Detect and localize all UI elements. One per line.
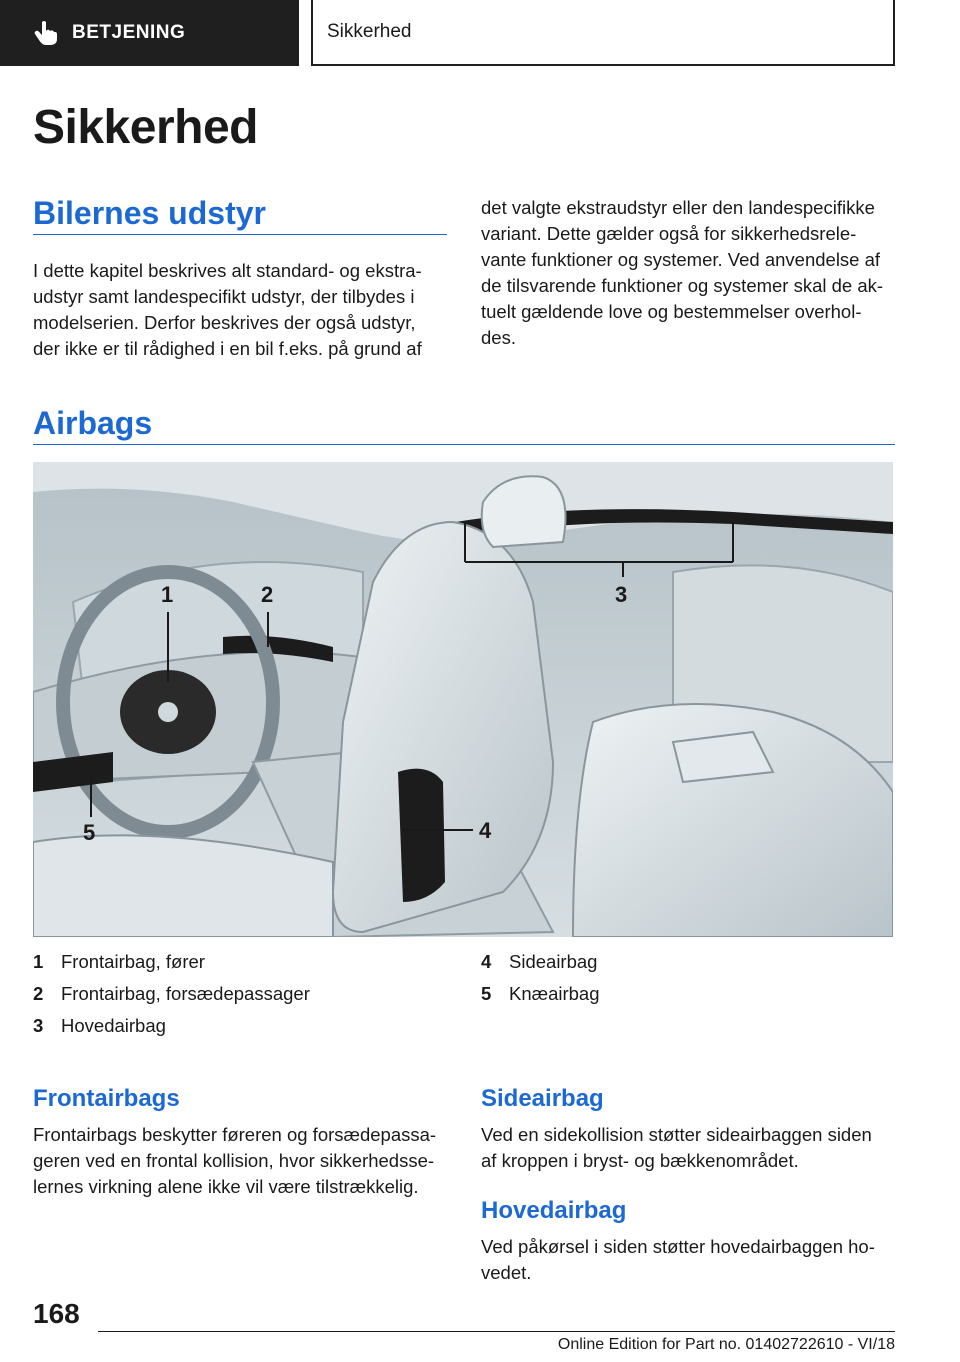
text-line: variant. Dette gælder også for sikkerhedsrele- xyxy=(481,223,857,244)
legend-text: Knæairbag xyxy=(509,983,600,1004)
legend-number: 2 xyxy=(33,983,44,1004)
footer-text: Online Edition for Part no. 01402722610 - VI/18 xyxy=(557,1336,895,1353)
footer-rule xyxy=(98,1331,895,1332)
callout-5: 5 xyxy=(83,820,96,845)
text-line: Ved en sidekollision støtter sideairbaggen siden xyxy=(481,1124,872,1145)
airbags-rule xyxy=(33,444,895,445)
airbags-heading: Airbags xyxy=(33,405,153,441)
text-line: geren ved en frontal kollision, hvor sikkerhedsse- xyxy=(33,1150,435,1171)
legend-number: 4 xyxy=(481,951,492,972)
equipment-text-right xyxy=(481,195,895,351)
page-title: Sikkerhed xyxy=(33,101,258,154)
page-number: 168 xyxy=(33,1298,80,1329)
section-tab xyxy=(0,0,299,66)
callout-4: 4 xyxy=(479,818,492,843)
text-line: der ikke er til rådighed i en bil f.eks. på grund af xyxy=(33,338,422,359)
legend-text: Frontairbag, forsædepassager xyxy=(61,983,310,1004)
equipment-text-left xyxy=(33,258,447,362)
legend-left xyxy=(33,946,310,1042)
legend-text: Frontairbag, fører xyxy=(61,951,205,972)
equipment-rule xyxy=(33,234,447,235)
text-line: lernes virkning alene ikke vil være tilstrækkelig. xyxy=(33,1176,419,1197)
text-line: af kroppen i bryst- og bækkenområdet. xyxy=(481,1150,799,1171)
legend-item xyxy=(481,978,600,1010)
front-text xyxy=(33,1122,463,1200)
legend-item xyxy=(33,978,310,1010)
legend-right xyxy=(481,946,600,1010)
section-label: BETJENING xyxy=(72,22,186,43)
text-line: de tilsvarende funktioner og systemer skal de ak- xyxy=(481,275,884,296)
text-line: I dette kapitel beskrives alt standard- og ekstra- xyxy=(33,260,422,281)
text-line: Ved påkørsel i siden støtter hovedairbaggen ho- xyxy=(481,1236,875,1257)
text-line: udstyr samt landespecifikt udstyr, der tilbydes i xyxy=(33,286,415,307)
callout-2: 2 xyxy=(261,582,274,607)
head-text xyxy=(481,1234,895,1286)
legend-number: 1 xyxy=(33,951,44,972)
legend-number: 5 xyxy=(481,983,492,1004)
legend-item xyxy=(33,1010,310,1042)
car-interior-illustration xyxy=(33,462,893,937)
text-line: vante funktioner og systemer. Ved anvendelse af xyxy=(481,249,881,270)
text-line: tuelt gældende love og bestemmelser overhol- xyxy=(481,301,862,322)
legend-item xyxy=(33,946,310,978)
chapter-label: Sikkerhed xyxy=(327,21,412,42)
equipment-heading: Bilernes udstyr xyxy=(33,195,266,231)
chapter-tab xyxy=(311,0,895,66)
text-line: des. xyxy=(481,327,516,348)
legend-item xyxy=(481,946,600,978)
text-line: modelserien. Derfor beskrives der også udstyr, xyxy=(33,312,416,333)
text-line: vedet. xyxy=(481,1262,532,1283)
legend-text: Sideairbag xyxy=(509,951,598,972)
front-heading: Frontairbags xyxy=(33,1085,180,1112)
hand-pointer-icon xyxy=(32,19,60,47)
legend-number: 3 xyxy=(33,1015,44,1036)
legend-text: Hovedairbag xyxy=(61,1015,166,1036)
callout-3: 3 xyxy=(615,582,628,607)
head-heading: Hovedairbag xyxy=(481,1197,627,1224)
callout-1: 1 xyxy=(161,582,174,607)
side-text xyxy=(481,1122,895,1174)
side-heading: Sideairbag xyxy=(481,1085,604,1112)
text-line: Frontairbags beskytter føreren og forsædepassa- xyxy=(33,1124,437,1145)
text-line: det valgte ekstraudstyr eller den landespecifikke xyxy=(481,197,875,218)
